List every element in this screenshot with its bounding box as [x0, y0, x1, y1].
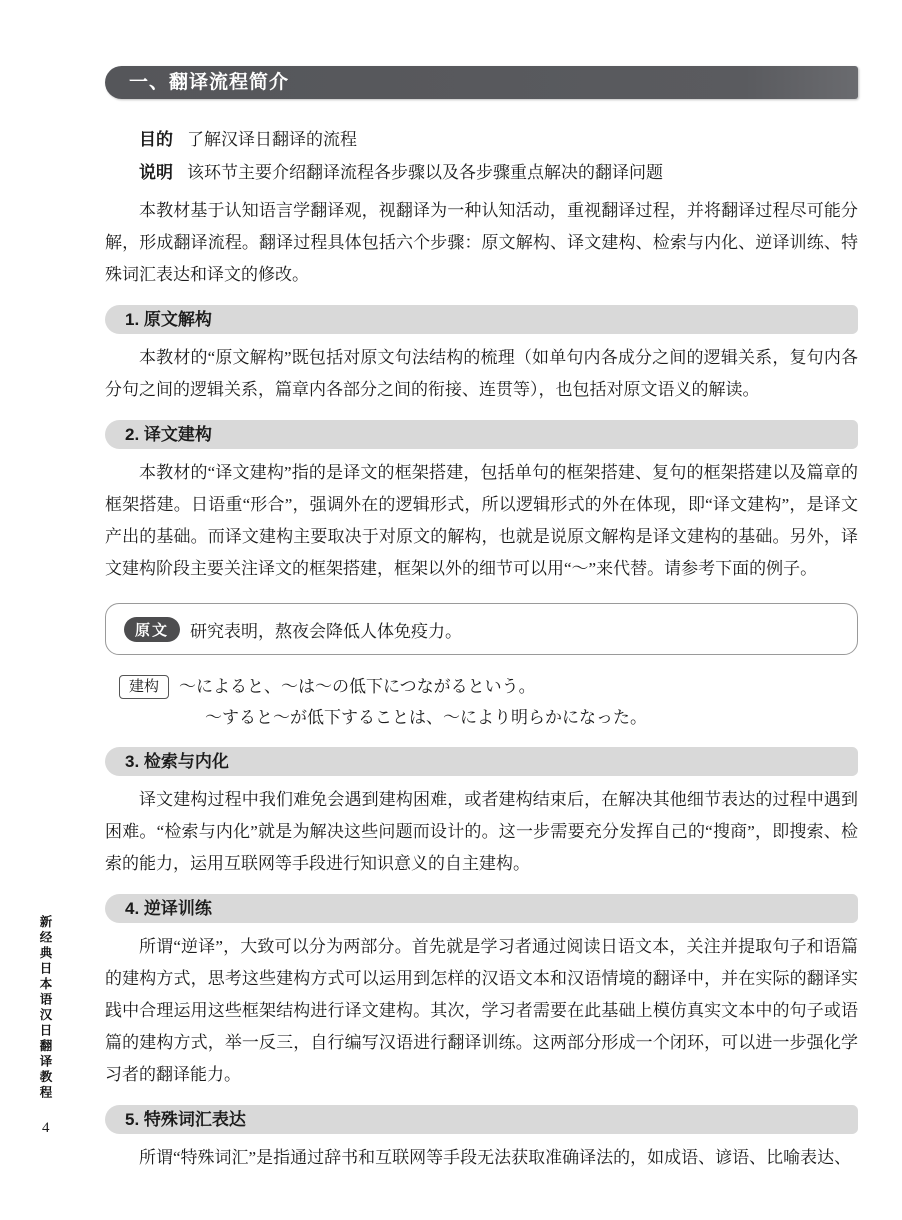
- purpose-label: 目的: [139, 130, 173, 149]
- source-badge: 原文: [124, 617, 180, 642]
- section-4-heading-bar: [105, 894, 858, 923]
- intro-paragraph: 本教材基于认知语言学翻译观，视翻译为一种认知活动，重视翻译过程，并将翻译过程尽可能分解，形成翻译流程。翻译过程具体包括六个步骤：原文解构、译文建构、检索与内化、逆译训练、特殊词汇表达和译文的修改。: [105, 201, 858, 284]
- section-1-heading: 1. 原文解构: [125, 310, 212, 329]
- construct-line-2: ～すると～が低下することは、～により明らかになった。: [205, 708, 647, 727]
- section-3-paragraph: 译文建构过程中我们难免会遇到建构困难，或者建构结束后，在解决其他细节表达的过程中遇到困难。“检索与内化”就是为解决这些问题而设计的。这一步需要充分发挥自己的“搜商”，即搜索、检索的能力，运用互联网等手段进行知识意义的自主建构。: [105, 790, 858, 873]
- construct-row: [119, 671, 858, 702]
- section-2-heading-bar: [105, 420, 858, 449]
- section-3-heading: 3. 检索与内化: [125, 752, 229, 771]
- section-5-heading: 5. 特殊词汇表达: [125, 1110, 246, 1129]
- page-content: [105, 66, 858, 1174]
- section-4-paragraph: 所谓“逆译”，大致可以分为两部分。首先就是学习者通过阅读日语文本，关注并提取句子和语篇的建构方式，思考这些建构方式可以运用到怎样的汉语文本和汉语情境的翻译中，并在实际的翻译实践中合理运用这些框架结构进行译文建构。其次，学习者需要在此基础上模仿真实文本中的句子或语篇的建构方式，举一反三，自行编写汉语进行翻译训练。这两部分形成一个闭环，可以进一步强化学习者的翻译能力。: [105, 937, 858, 1084]
- section-2-paragraph: 本教材的“译文建构”指的是译文的框架搭建，包括单句的框架搭建、复句的框架搭建以及篇章的框架搭建。日语重“形合”，强调外在的逻辑形式，所以逻辑形式的外在体现，即“译文建构”，是译文产出的基础。而译文建构主要取决于对原文的解构，也就是说原文解构是译文建构的基础。另外，译文建构阶段主要关注译文的框架搭建，框架以外的细节可以用“～”来代替。请参考下面的例子。: [105, 463, 858, 578]
- section-3-heading-bar: [105, 747, 858, 776]
- construct-label: 建构: [119, 675, 169, 699]
- source-text: 研究表明，熬夜会降低人体免疫力。: [190, 621, 463, 641]
- book-spine-title: 新经典日本语汉日翻译教程: [38, 915, 52, 1101]
- section-1-heading-bar: [105, 305, 858, 334]
- section-5-heading-bar: [105, 1105, 858, 1134]
- purpose-text: 了解汉译日翻译的流程: [187, 130, 357, 149]
- note-label: 说明: [139, 163, 173, 182]
- page-number: 4: [42, 1120, 50, 1136]
- chapter-title-bar: [105, 66, 858, 99]
- section-2-heading: 2. 译文建构: [125, 425, 212, 444]
- purpose-line: [105, 123, 858, 156]
- note-line: [105, 156, 858, 189]
- example-source-box: [105, 603, 858, 655]
- chapter-title: 一、翻译流程简介: [129, 72, 290, 93]
- construct-block: [105, 671, 858, 733]
- section-1-paragraph: 本教材的“原文解构”既包括对原文句法结构的梳理（如单句内各成分之间的逻辑关系，复句内各分句之间的逻辑关系，篇章内各部分之间的衔接、连贯等），也包括对原文语义的解读。: [105, 348, 858, 399]
- section-4-heading: 4. 逆译训练: [125, 899, 212, 918]
- construct-line-1: ～によると、～は～の低下につながるという。: [179, 677, 536, 696]
- note-text: 该环节主要介绍翻译流程各步骤以及各步骤重点解决的翻译问题: [187, 163, 663, 182]
- section-5-paragraph: 所谓“特殊词汇”是指通过辞书和互联网等手段无法获取准确译法的，如成语、谚语、比喻表达、: [139, 1148, 852, 1167]
